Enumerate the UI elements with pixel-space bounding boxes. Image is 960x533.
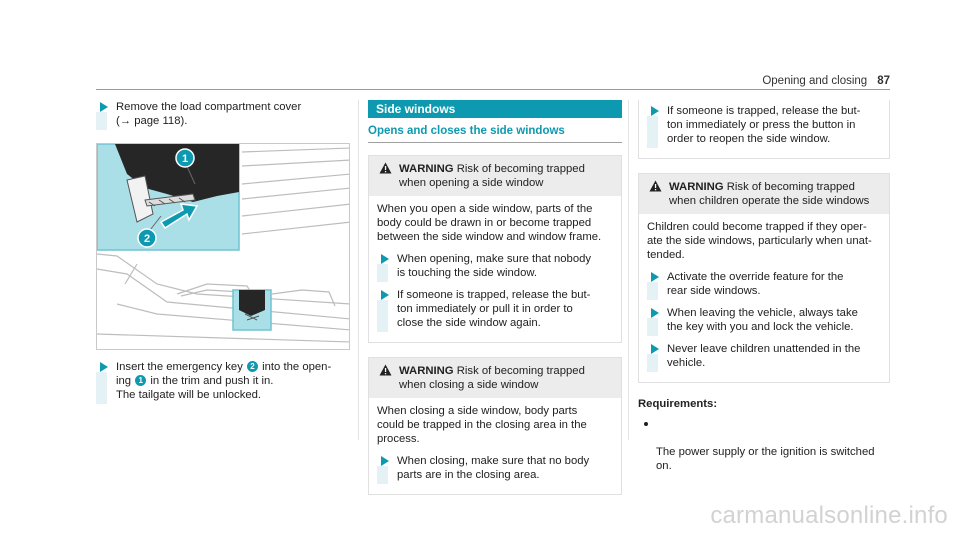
warning-icon [649, 180, 662, 192]
bullet-dot-icon [644, 422, 648, 426]
warning-icon [379, 364, 392, 376]
requirements-title: Requirements: [638, 398, 718, 410]
step-text: If someone is trapped, release the but- ton immediately or pull it in order to close the side window again. [397, 289, 591, 329]
warning-body [369, 196, 621, 342]
warning-body [639, 214, 889, 382]
step-text-b: into the open- ing [116, 361, 332, 387]
step-arrow-icon [651, 106, 659, 116]
warning-step [377, 252, 613, 280]
callout-1-label: 1 [181, 153, 189, 165]
step-arrow-icon [651, 344, 659, 354]
step-bar [377, 300, 388, 332]
step-text [116, 360, 350, 402]
requirement-item [638, 417, 890, 473]
warning-box-closing [368, 357, 622, 495]
column-divider [628, 100, 629, 440]
column-middle [368, 100, 622, 509]
warning-text: When you open a side window, parts of the body could be drawn in or become trapped between the side window and window frame. [377, 203, 602, 243]
warning-headline: Risk of becoming trapped when children operate the side windows [669, 181, 870, 207]
requirement-text: The power supply or the ignition is switched on. [656, 446, 875, 472]
warning-text: Children could become trapped if they oper- ate the side windows, particularly when unat- tended. [647, 221, 872, 261]
warning-label: WARNING [399, 365, 454, 377]
step-bar [647, 318, 658, 336]
step-text-c: in the trim and push it in. The tailgate will be unlocked. [116, 375, 274, 401]
warning-body [369, 398, 621, 494]
section-title: Side windows [368, 100, 622, 118]
warning-icon [379, 162, 392, 174]
warning-headline: Risk of becoming trapped when opening a side window [399, 163, 585, 189]
warning-head [369, 358, 621, 398]
step-text: If someone is trapped, release the but- ton immediately or press the button in order to reopen the side window. [667, 105, 861, 145]
warning-step [647, 270, 881, 298]
step-text: Remove the load compartment cover (→ page 118). [116, 101, 302, 127]
column-left [96, 100, 350, 136]
warning-step [647, 306, 881, 334]
step-arrow-icon [100, 102, 108, 112]
step-text: Activate the override feature for the rear side windows. [667, 271, 844, 297]
step-insert-key [96, 360, 350, 402]
warning-head [639, 174, 889, 214]
step-text: When opening, make sure that nobody is touching the side window. [397, 253, 592, 279]
badge-2: 2 [247, 361, 258, 372]
step-bar [96, 112, 107, 130]
warning-continued [638, 100, 890, 159]
header-text [762, 74, 890, 88]
step-text: When leaving the vehicle, always take the key with you and lock the vehicle. [667, 307, 858, 333]
tailgate-emergency-key-figure [96, 143, 350, 350]
step-bar [377, 466, 388, 484]
step-bar [647, 282, 658, 300]
warning-headline: Risk of becoming trapped when closing a side window [399, 365, 585, 391]
step-arrow-icon [381, 254, 389, 264]
warning-label: WARNING [399, 163, 454, 175]
figure-illustration [97, 144, 350, 350]
watermark: carmanualsonline.info [710, 502, 948, 529]
step-text: When closing, make sure that no body parts are in the closing area. [397, 455, 590, 481]
step-arrow-icon [381, 456, 389, 466]
callout-2-label: 2 [143, 233, 151, 245]
column-right [638, 100, 890, 473]
step-remove-cover [96, 100, 350, 128]
warning-body [639, 100, 889, 158]
column-left-bottom [96, 360, 350, 410]
step-text-a: Insert the emergency key [116, 361, 246, 373]
warning-text: When closing a side window, body parts could be trapped in the closing area in the process. [377, 405, 587, 445]
warning-head [369, 156, 621, 196]
warning-step [647, 104, 881, 146]
step-arrow-icon [100, 362, 108, 372]
warning-box-opening [368, 155, 622, 343]
chapter-title: Opening and closing [762, 75, 868, 87]
badge-1: 1 [135, 375, 146, 386]
step-arrow-icon [651, 308, 659, 318]
warning-step [377, 288, 613, 330]
sub-title: Opens and closes the side windows [368, 124, 622, 143]
step-bar [647, 354, 658, 372]
step-arrow-icon [651, 272, 659, 282]
step-bar [377, 264, 388, 282]
step-arrow-icon [381, 290, 389, 300]
warning-box-children [638, 173, 890, 383]
page-number: 87 [877, 75, 890, 87]
step-text: Never leave children unattended in the vehicle. [667, 343, 861, 369]
warning-label: WARNING [669, 181, 724, 193]
step-bar [96, 372, 107, 404]
step-bar [647, 116, 658, 148]
warning-step [377, 454, 613, 482]
column-divider [358, 100, 359, 440]
warning-step [647, 342, 881, 370]
page-header [96, 74, 890, 90]
